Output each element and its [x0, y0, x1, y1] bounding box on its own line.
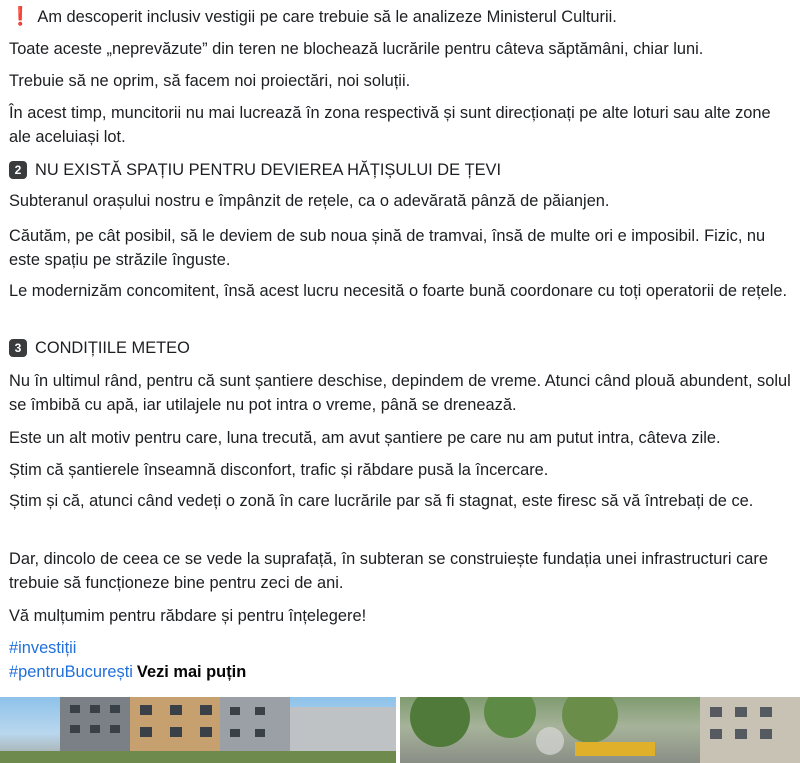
see-less-button[interactable]: Vezi mai puțin — [136, 663, 247, 681]
heading-text: CONDIȚIILE METEO — [35, 339, 190, 357]
number-2-icon: 2 — [9, 161, 27, 179]
paragraph: Toate aceste „neprevăzute” din teren ne blochează lucrările pentru câteva săptămâni, chiar luni. — [9, 40, 704, 58]
paragraph: Știm că șantierele înseamnă disconfort, trafic și răbdare pusă la încercare. — [9, 461, 549, 479]
paragraph: Dar, dincolo de ceea ce se vede la suprafață, în subteran se construiește fundația unei infrastructuri care trebuie să funcționeze bine pentru zeci de ani. — [9, 550, 768, 592]
paragraph: Este un alt motiv pentru care, luna trecută, am avut șantiere pe care nu am putut intra, câteva zile. — [9, 429, 721, 447]
paragraph: Căutăm, pe cât posibil, să le deviem de sub noua șină de tramvai, însă de multe ori e imposibil. Fizic, nu este spațiu pe străzile înguste. — [9, 227, 766, 269]
heading-text: NU EXISTĂ SPAȚIU PENTRU DEVIEREA HĂȚIȘULUI DE ȚEVI — [35, 161, 502, 179]
paragraph: Vă mulțumim pentru răbdare și pentru înțelegere! — [9, 607, 367, 625]
photo-street-trees[interactable] — [400, 697, 800, 763]
number-3-icon: 3 — [9, 339, 27, 357]
paragraph-vestigii — [0, 4, 625, 29]
paragraph: Știm și că, atunci când vedeți o zonă în care lucrările par să fi stagnat, este firesc să vă întrebați de ce. — [9, 492, 754, 510]
paragraph-text: Am descoperit inclusiv vestigii pe care trebuie să le analizeze Ministerul Culturii. — [37, 8, 617, 26]
paragraph: Nu în ultimul rând, pentru că sunt șantiere deschise, depindem de vreme. Atunci când plouă abundent, solul se îmbibă cu apă, iar utilajele nu pot intra o vreme, până se drenează. — [9, 372, 791, 414]
paragraph: Subteranul orașului nostru e împânzit de rețele, ca o adevărată pânză de păianjen. — [9, 192, 610, 210]
hashtag-line-1 — [0, 636, 84, 660]
paragraph: Le modernizăm concomitent, însă acest lucru necesită o foarte bună coordonare cu toți operatorii de rețele. — [9, 282, 788, 300]
paragraph: Trebuie să ne oprim, să facem noi proiectări, noi soluții. — [9, 72, 411, 90]
photo-street-buildings[interactable] — [0, 697, 396, 763]
building-illustration — [0, 697, 396, 763]
hashtag-line-2 — [0, 660, 254, 684]
section-heading-2 — [0, 158, 509, 182]
paragraph: În acest timp, muncitorii nu mai lucrează în zona respectivă și sunt direcționați pe alte loturi sau alte zone ale aceluiași lot. — [9, 104, 771, 146]
hashtag-link[interactable]: #pentruBucurești — [9, 663, 133, 681]
section-heading-3 — [0, 336, 198, 360]
hashtag-link[interactable]: #investiții — [9, 639, 77, 657]
street-trees-illustration — [400, 697, 800, 763]
photo-grid — [0, 697, 800, 763]
exclamation-icon: ❗ — [9, 6, 32, 26]
